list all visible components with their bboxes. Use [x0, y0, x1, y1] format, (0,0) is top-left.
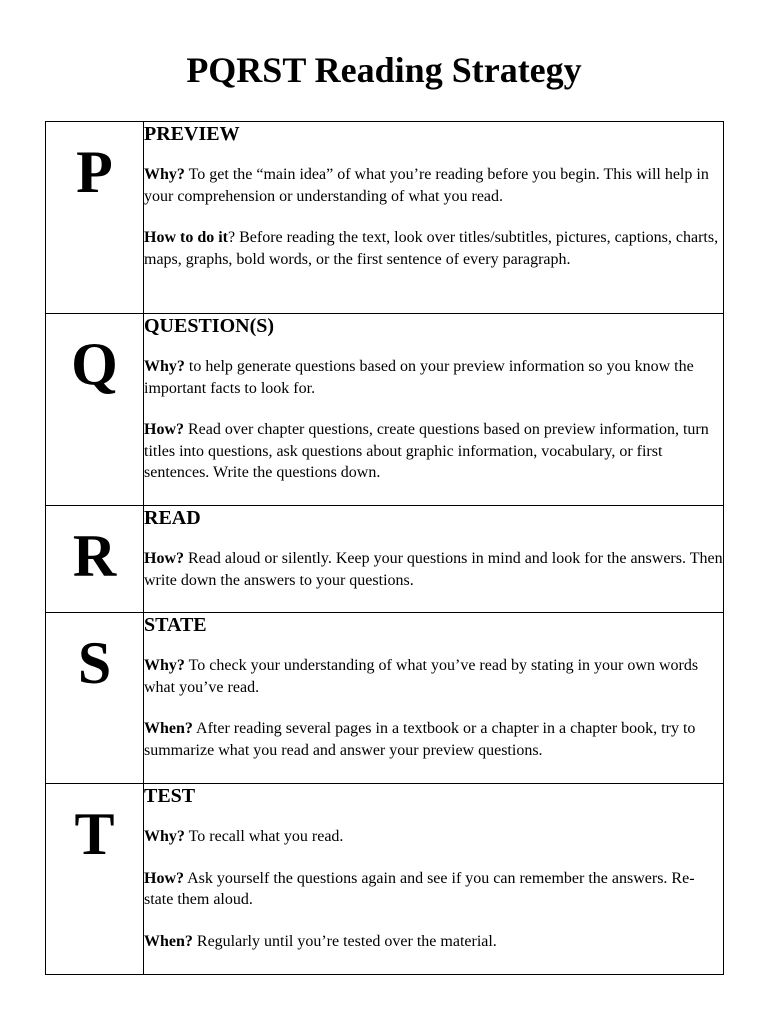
- paragraph-label: How?: [144, 869, 184, 887]
- step-letter: R: [72, 523, 117, 589]
- step-row-question: [46, 314, 724, 506]
- pqrst-table: [45, 121, 724, 975]
- content-cell: [144, 314, 724, 506]
- step-row-read: [46, 506, 724, 613]
- step-paragraph: [144, 419, 723, 484]
- step-letter: S: [77, 630, 112, 696]
- letter-cell: [46, 506, 144, 613]
- paragraph-label: Why?: [144, 166, 185, 183]
- paragraph-text: Ask yourself the questions again and see if you can remember the answers. Re-state them aloud.: [144, 869, 695, 908]
- step-row-preview: [46, 122, 724, 314]
- paragraph-label: When?: [144, 932, 193, 950]
- paragraph-text: to help generate questions based on your preview information so you know the important facts to look for.: [144, 358, 694, 397]
- paragraph-label: How?: [144, 421, 184, 438]
- letter-cell: [46, 314, 144, 506]
- step-paragraph: [144, 548, 723, 591]
- step-letter: T: [74, 801, 115, 867]
- paragraph-label: Why?: [144, 828, 185, 845]
- paragraph-text: ? Before reading the text, look over titles/subtitles, pictures, captions, charts, maps, graphs, bold words, or the first sentence of every paragraph.: [144, 229, 719, 268]
- paragraph-text: To recall what you read.: [184, 828, 344, 845]
- step-paragraph: [144, 718, 723, 761]
- content-cell: [144, 506, 724, 613]
- step-heading: QUESTION(S): [144, 315, 275, 337]
- letter-cell: [46, 122, 144, 314]
- step-paragraph: [144, 164, 723, 207]
- step-paragraph: [144, 931, 723, 953]
- paragraph-text: Regularly until you’re tested over the material.: [192, 932, 497, 950]
- step-letter: Q: [71, 331, 118, 397]
- content-cell: [144, 122, 724, 314]
- step-heading: STATE: [144, 614, 207, 636]
- step-heading: TEST: [144, 785, 196, 807]
- step-heading: READ: [144, 507, 201, 529]
- step-heading: PREVIEW: [144, 123, 240, 145]
- letter-cell: [46, 784, 144, 975]
- content-cell: [144, 613, 724, 784]
- paragraph-text: Read aloud or silently. Keep your questions in mind and look for the answers. Then write down the answers to your questions.: [144, 550, 723, 589]
- step-row-state: [46, 613, 724, 784]
- paragraph-label: How to do it: [144, 229, 228, 246]
- content-cell: [144, 784, 724, 975]
- step-paragraph: [144, 356, 723, 399]
- step-row-test: [46, 784, 724, 975]
- paragraph-label: How?: [144, 550, 184, 567]
- step-paragraph: [144, 655, 723, 698]
- paragraph-text: To get the “main idea” of what you’re reading before you begin. This will help in your comprehension or understanding of what you read.: [144, 166, 709, 205]
- step-paragraph: [144, 826, 723, 848]
- step-paragraph: [144, 227, 723, 270]
- step-paragraph: [144, 868, 723, 911]
- letter-cell: [46, 613, 144, 784]
- paragraph-text: To check your understanding of what you’ve read by stating in your own words what you’ve read.: [144, 657, 699, 696]
- step-letter: P: [76, 139, 113, 205]
- paragraph-label: Why?: [144, 657, 185, 674]
- paragraph-text: After reading several pages in a textbook or a chapter in a chapter book, try to summarize what you read and answer your preview questions.: [144, 720, 696, 759]
- paragraph-label: When?: [144, 720, 193, 737]
- paragraph-text: Read over chapter questions, create questions based on preview information, turn titles into questions, ask questions about graphic information, vocabulary, or first sentences. Write the questions down.: [144, 421, 709, 481]
- page-title: PQRST Reading Strategy: [186, 50, 582, 90]
- paragraph-label: Why?: [144, 358, 185, 375]
